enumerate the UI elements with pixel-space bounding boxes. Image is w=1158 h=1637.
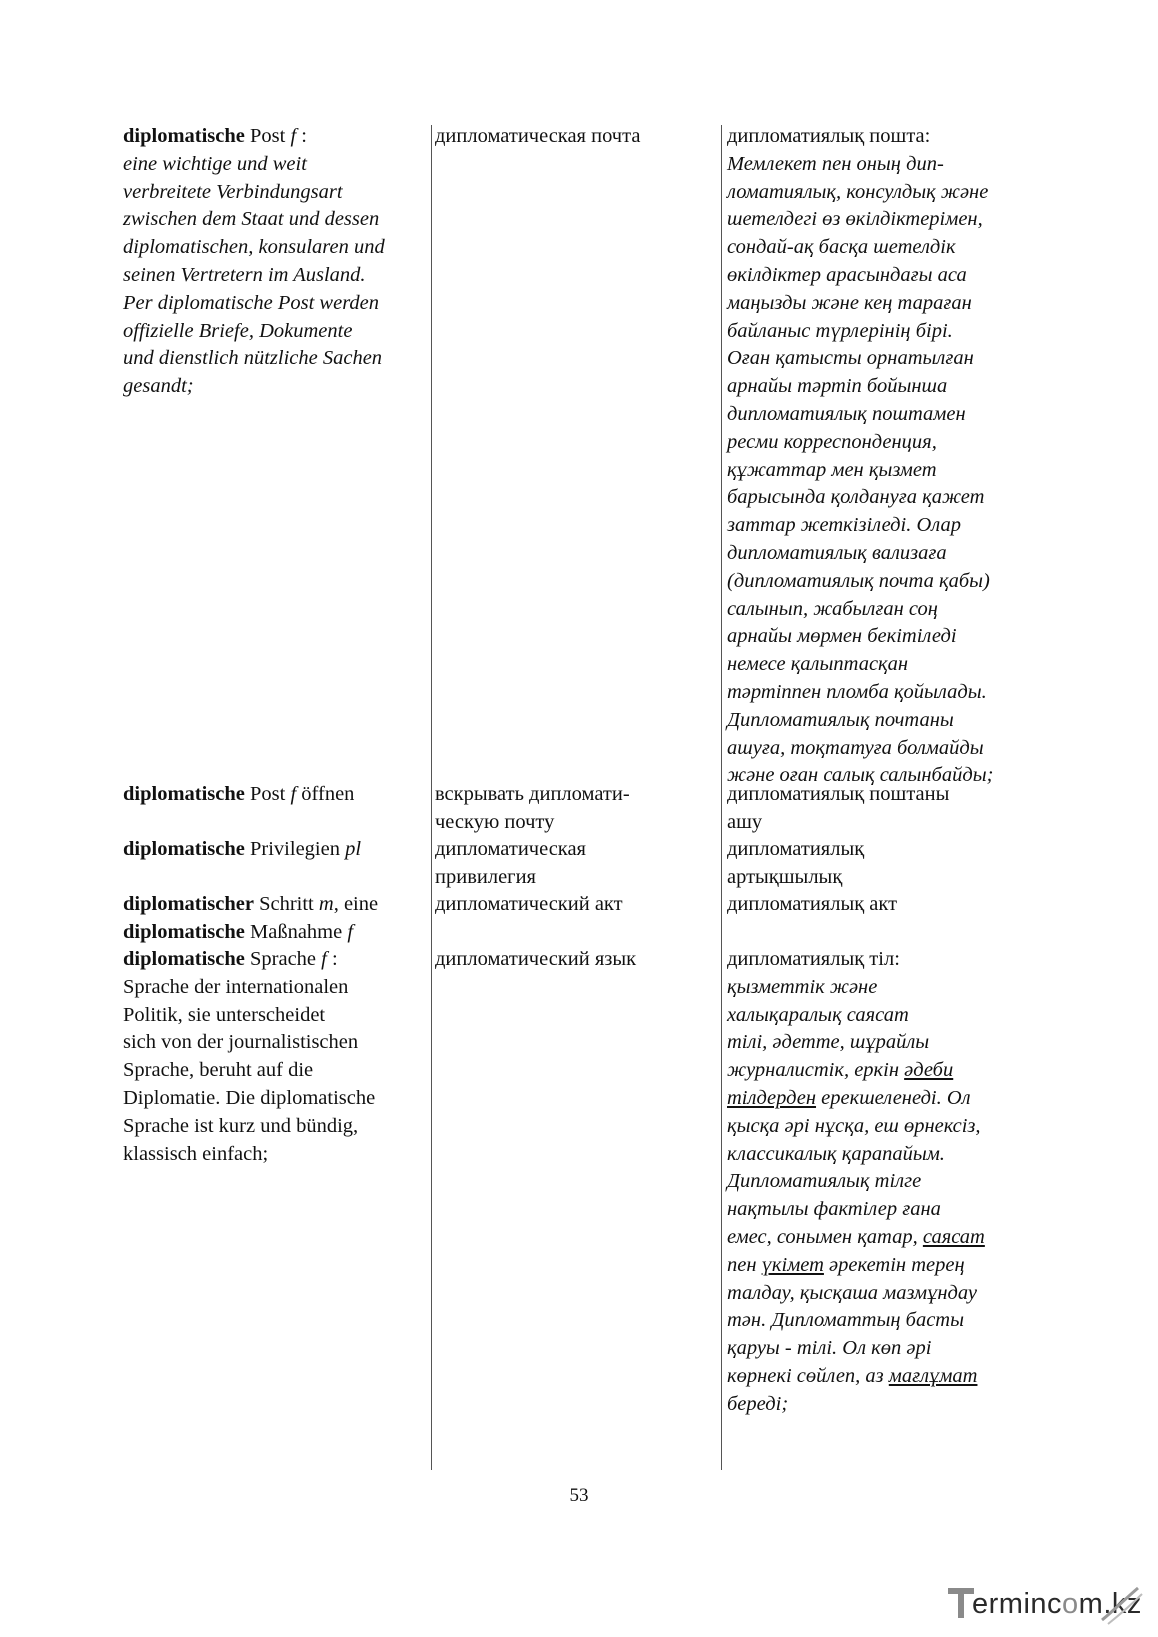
text-line <box>727 1280 1037 1308</box>
text-line <box>727 651 1037 679</box>
text-line <box>727 1029 1037 1057</box>
text-segment: und dienstlich nützliche Sachen <box>123 347 383 370</box>
text-line <box>727 891 1037 919</box>
text-segment: : <box>296 125 307 147</box>
text-segment: барысында қолдануға қажет <box>727 486 985 509</box>
text-segment: Schritt <box>253 893 319 915</box>
text-segment: арнайы мөрмен бекітіледі <box>727 625 957 648</box>
text-line <box>435 891 715 919</box>
text-segment: әдеби <box>904 1059 954 1082</box>
underlined-term <box>762 1254 824 1276</box>
text-segment: емес, сонымен қатар, <box>727 1225 923 1248</box>
text-segment: әрекетін терең <box>823 1253 965 1276</box>
text-segment: вскрывать дипломати- <box>435 783 630 805</box>
text-segment: привилегия <box>435 865 536 888</box>
underlined-term <box>727 1087 816 1109</box>
text-segment: (дипломатиялық почта қабы) <box>727 569 990 592</box>
text-segment: gesandt; <box>123 375 194 398</box>
text-segment: тілі, әдетте, шұрайлы <box>727 1031 930 1054</box>
text-segment: классикалық қарапайым. <box>727 1142 945 1165</box>
logo-o-letter: o <box>1062 1588 1079 1620</box>
text-line <box>727 262 1037 290</box>
text-segment: Sprache, beruht auf die <box>123 1059 314 1082</box>
text-line <box>727 1391 1037 1419</box>
text-line <box>123 179 423 207</box>
text-segment: дипломатиялық тіл: <box>727 948 900 970</box>
logo-letter-t-icon <box>948 1588 974 1618</box>
text-segment: дипломатиялық акт <box>727 893 898 915</box>
text-segment: m <box>318 893 334 915</box>
text-segment: offizielle Briefe, Dokumente <box>123 319 353 342</box>
text-segment: халықаралық саясат <box>727 1003 909 1026</box>
text-line <box>727 1307 1037 1335</box>
text-line <box>727 836 1037 864</box>
text-line <box>727 234 1037 262</box>
text-segment: öffnen <box>296 783 355 805</box>
text-line <box>727 290 1037 318</box>
text-segment: Sprache der internationalen <box>123 975 349 998</box>
text-segment: verbreitete Verbindungsart <box>123 180 343 203</box>
underlined-term <box>923 1226 985 1248</box>
text-segment: zwischen dem Staat und dessen <box>123 208 380 231</box>
text-segment: ерекшеленеді. Ол <box>816 1086 971 1109</box>
text-segment: f <box>290 125 297 147</box>
text-segment: eine wichtige und weit <box>123 152 307 175</box>
text-segment: байланыс түрлерінің бірі. <box>727 319 953 342</box>
text-line <box>123 206 423 234</box>
entry-russian-cell <box>435 946 715 974</box>
underlined-term <box>904 1059 953 1081</box>
text-line <box>727 512 1037 540</box>
text-line <box>727 1057 1037 1085</box>
text-segment: дипломатическая <box>435 838 586 860</box>
text-line <box>727 373 1037 401</box>
text-segment: дипломатический язык <box>435 948 637 970</box>
text-segment: Оған қатысты орнатылған <box>727 347 974 370</box>
text-segment: дипломатиялық поштамен <box>727 402 966 425</box>
text-segment: қаруы - тілі. Ол көп әрі <box>727 1337 932 1360</box>
text-segment: diplomatische <box>123 920 245 943</box>
text-segment: дипломатиялық вализаға <box>727 541 947 564</box>
text-segment: дипломатиялық <box>727 838 865 860</box>
logo-swoosh-icon <box>1098 1586 1144 1626</box>
text-line <box>123 123 423 151</box>
page-number: 53 <box>569 1485 589 1506</box>
text-line <box>727 1168 1037 1196</box>
text-line <box>727 1002 1037 1030</box>
text-line <box>727 206 1037 234</box>
text-segment: f <box>321 948 327 970</box>
text-segment: салынып, жабылған соң <box>727 597 938 620</box>
text-line <box>435 123 715 151</box>
entry-russian-cell <box>435 781 715 837</box>
text-line <box>727 707 1037 735</box>
text-segment: : <box>326 948 338 970</box>
entry-german-cell <box>123 123 423 401</box>
text-segment: klassisch einfach; <box>123 1142 269 1165</box>
entry-german-cell <box>123 891 423 947</box>
text-segment: Post <box>244 783 291 805</box>
text-segment: f <box>290 783 297 805</box>
text-line <box>727 457 1037 485</box>
text-segment: тәртіппен пломба қойылады. <box>727 680 987 703</box>
text-segment: Diplomatie. Die diplomatische <box>123 1086 376 1109</box>
text-segment: нақтылы фактілер ғана <box>727 1198 941 1221</box>
text-segment: өкілдіктер арасындағы аса <box>727 263 967 286</box>
text-line <box>435 864 715 892</box>
text-segment: ашуға, тоқтатуға болмайды <box>727 736 984 759</box>
text-line <box>435 781 715 809</box>
text-line <box>123 836 423 864</box>
entry-kazakh-cell <box>727 946 1037 1419</box>
text-line <box>435 809 715 837</box>
text-line <box>123 1141 423 1169</box>
text-segment: және оған салық салынбайды; <box>727 764 994 787</box>
text-segment: Post <box>244 125 291 147</box>
text-segment: ломатиялық, консулдық және <box>727 180 989 203</box>
text-line <box>123 946 423 974</box>
text-segment: ашу <box>727 810 763 833</box>
logo-prefix: erminc <box>972 1588 1063 1620</box>
text-segment: Maßnahme <box>244 920 348 943</box>
text-segment: , eine <box>333 893 379 915</box>
text-line <box>727 1085 1037 1113</box>
text-segment: diplomatische <box>123 948 245 970</box>
text-line <box>123 318 423 346</box>
text-segment: f <box>347 920 354 943</box>
text-line <box>727 151 1037 179</box>
text-line <box>727 568 1037 596</box>
text-segment: талдау, қысқаша мазмұндау <box>727 1281 977 1304</box>
text-line <box>727 1224 1037 1252</box>
text-segment: diplomatische <box>123 125 245 147</box>
entry-russian-cell <box>435 891 715 919</box>
text-segment: Sprache ist kurz und bündig, <box>123 1114 359 1137</box>
text-segment: ресми корреспонденция, <box>727 430 937 453</box>
text-segment: Дипломатиялық тілге <box>727 1170 922 1193</box>
entry-german-cell <box>123 836 423 864</box>
text-line <box>123 1085 423 1113</box>
text-line <box>727 623 1037 651</box>
text-line <box>727 123 1037 151</box>
text-segment: Privilegien <box>244 838 346 860</box>
text-line <box>727 179 1037 207</box>
text-line <box>435 946 715 974</box>
text-segment: diplomatischen, konsularen und <box>123 236 385 259</box>
text-line <box>123 974 423 1002</box>
text-segment: саясат <box>922 1225 985 1248</box>
column-divider-left <box>431 125 432 1470</box>
text-line <box>123 781 423 809</box>
text-segment: қысқа әрі нұсқа, еш өрнексіз, <box>727 1114 981 1137</box>
text-line <box>123 1002 423 1030</box>
text-segment: сондай-ақ басқа шетелдік <box>727 236 956 259</box>
text-segment: seinen Vertretern im Ausland. <box>123 263 366 286</box>
text-line <box>727 1252 1037 1280</box>
text-line <box>123 345 423 373</box>
text-line <box>123 234 423 262</box>
text-segment: diplomatische <box>123 838 245 860</box>
text-segment: дипломатиялық пошта: <box>727 125 931 147</box>
text-line <box>727 679 1037 707</box>
text-line <box>727 735 1037 763</box>
text-segment: Дипломатиялық почтаны <box>727 708 954 731</box>
logo-suffix: m.kz <box>1078 1588 1142 1620</box>
text-segment: көрнекі сөйлеп, аз <box>727 1364 889 1387</box>
text-segment: қызметтік және <box>727 975 878 998</box>
text-line <box>123 1029 423 1057</box>
text-line <box>123 151 423 179</box>
text-line <box>727 809 1037 837</box>
text-line <box>727 864 1037 892</box>
text-line <box>727 946 1037 974</box>
text-segment: мағлұмат <box>888 1364 978 1387</box>
text-line <box>123 290 423 318</box>
text-segment: diplomatischer <box>123 893 254 915</box>
entry-kazakh-cell <box>727 781 1037 837</box>
text-segment: маңызды және кең тараған <box>727 291 972 314</box>
text-segment: немесе қалыптасқан <box>727 653 909 676</box>
text-segment: diplomatische <box>123 783 245 805</box>
text-line <box>727 1196 1037 1224</box>
text-segment: Мемлекет пен оның дип- <box>727 152 944 175</box>
text-line <box>727 318 1037 346</box>
text-line <box>727 596 1037 624</box>
text-segment: арнайы тәртіп бойынша <box>727 375 948 398</box>
text-segment: sich von der journalistischen <box>123 1031 359 1054</box>
text-segment: дипломатическая почта <box>435 125 641 147</box>
text-line <box>727 1141 1037 1169</box>
entry-kazakh-cell <box>727 123 1037 790</box>
text-line <box>727 974 1037 1002</box>
text-line <box>123 262 423 290</box>
text-line <box>727 781 1037 809</box>
text-line <box>435 836 715 864</box>
entry-russian-cell <box>435 123 715 151</box>
terminkom-logo[interactable] <box>948 1586 1148 1630</box>
entry-german-cell <box>123 946 423 1168</box>
text-segment: заттар жеткізіледі. Олар <box>727 514 961 537</box>
text-segment: пен <box>727 1253 762 1276</box>
text-segment: Per diplomatische Post werden <box>123 291 380 314</box>
text-segment: Sprache <box>244 948 322 970</box>
text-segment: дипломатический акт <box>435 893 623 915</box>
text-segment: pl <box>345 838 362 860</box>
text-segment: дипломатиялық поштаны <box>727 783 950 805</box>
text-segment: тән. Дипломаттың басты <box>727 1309 964 1332</box>
entry-kazakh-cell <box>727 836 1037 892</box>
column-divider-right <box>721 125 722 1470</box>
text-line <box>727 401 1037 429</box>
text-line <box>727 1113 1037 1141</box>
text-line <box>123 919 423 947</box>
underlined-term <box>889 1365 978 1387</box>
text-line <box>123 1057 423 1085</box>
entry-kazakh-cell <box>727 891 1037 919</box>
text-segment: ческую почту <box>435 810 555 833</box>
text-segment: Politik, sie unterscheidet <box>123 1003 326 1026</box>
text-line <box>727 540 1037 568</box>
text-segment: құжаттар мен қызмет <box>727 458 937 481</box>
text-segment: береді; <box>727 1392 789 1415</box>
text-line <box>123 891 423 919</box>
text-line <box>727 1335 1037 1363</box>
text-segment: үкімет <box>761 1253 824 1276</box>
text-segment: артықшылық <box>727 865 843 888</box>
text-line <box>727 484 1037 512</box>
text-segment: журналистік, еркін <box>727 1059 905 1082</box>
text-line <box>727 429 1037 457</box>
entry-russian-cell <box>435 836 715 892</box>
text-line <box>727 345 1037 373</box>
text-line <box>123 373 423 401</box>
text-segment: тілдерден <box>727 1086 817 1109</box>
entry-german-cell <box>123 781 423 809</box>
text-line <box>123 1113 423 1141</box>
text-segment: шетелдегі өз өкілдіктерімен, <box>727 208 983 231</box>
text-line <box>727 1363 1037 1391</box>
